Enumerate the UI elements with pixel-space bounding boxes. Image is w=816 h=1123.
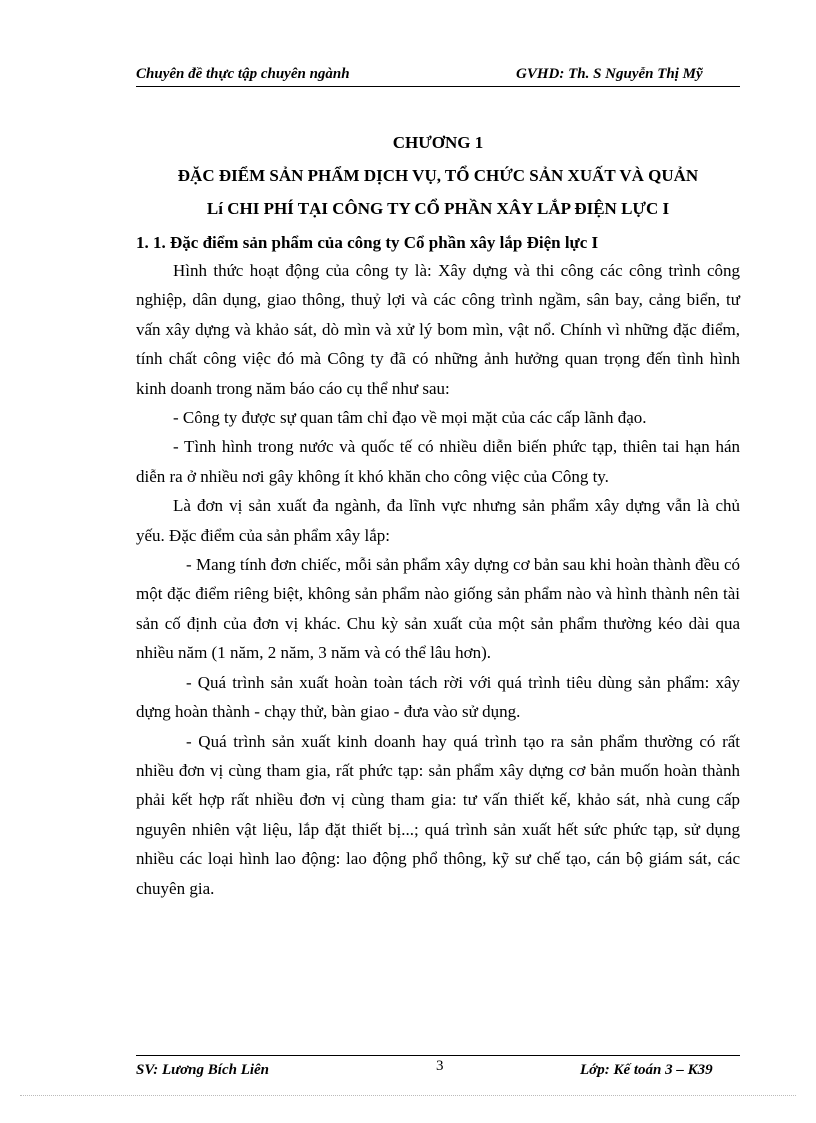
bullet-paragraph: - Quá trình sản xuất kinh doanh hay quá trình tạo ra sản phẩm thường có rất nhiều đơn vị cùng tham gia, rất phức tạp: sản phẩm xây dựng cơ bản muốn hoàn thành phải kết hợp rất nhiều đơn vị cùng tham gia: tư vấn thiết kế, khảo sát, nhà cung cấp nguyên nhiên vật liệu, lắp đặt thiết bị...; quá trình sản xuất hết sức phức tạp, sử dụng nhiều các loại hình lao động: lao động phổ thông, kỹ sư chế tạo, cán bộ giám sát, các chuyên gia. <box>136 731 740 898</box>
bullet-paragraph: - Quá trình sản xuất hoàn toàn tách rời với quá trình tiêu dùng sản phẩm: xây dựng hoàn thành - chạy thử, bàn giao - đưa vào sử dụng. <box>136 672 740 722</box>
page-bottom-divider <box>20 1095 796 1096</box>
bullet-paragraph: - Mang tính đơn chiếc, mỗi sản phẩm xây dựng cơ bản sau khi hoàn thành đều có một đặc điểm riêng biệt, không sản phẩm nào giống sản phẩm nào và hình thành nên tài sản cố định của đơn vị khác. Chu kỳ sản xuất của một sản phẩm thường kéo dài qua nhiều năm (1 năm, 2 năm, 3 năm và có thể lâu hơn). <box>136 555 740 663</box>
paragraph: Hình thức hoạt động của công ty là: Xây dựng và thi công các công trình công nghiệp, dân dụng, giao thông, thuỷ lợi và các công trình ngầm, sân bay, cảng biển, tư vấn xây dựng và khảo sát, dò mìn và xử lý bom mìn, vật nổ. Chính vì những đặc điểm, tính chất công việc đó mà Công ty đã có những ảnh hưởng quan trọng đến tình hình kinh doanh trong năm báo cáo cụ thể như sau: <box>136 261 740 398</box>
footer-class: Lớp: Kế toán 3 – K39 <box>580 1062 713 1078</box>
bullet-paragraph: - Công ty được sự quan tâm chỉ đạo về mọi mặt của các cấp lãnh đạo. <box>173 408 647 428</box>
bullet-paragraph: - Tình hình trong nước và quốc tế có nhiều diễn biến phức tạp, thiên tai hạn hán diễn ra ở nhiều nơi gây không ít khó khăn cho công việc của Công ty. <box>136 437 740 486</box>
footer-student: SV: Lương Bích Liên <box>136 1062 270 1078</box>
chapter-title-line-1: ĐẶC ĐIỂM SẢN PHẨM DỊCH VỤ, TỔ CHỨC SẢN XUẤT VÀ QUẢN <box>177 166 699 185</box>
paragraph: Là đơn vị sản xuất đa ngành, đa lĩnh vực nhưng sản phẩm xây dựng vẫn là chủ yếu. Đặc điểm của sản phẩm xây lắp: <box>136 496 740 545</box>
page-footer <box>136 1055 740 1082</box>
header-advisor: GVHD: Th. S Nguyễn Thị Mỹ <box>516 66 703 82</box>
header-course-title: Chuyên đề thực tập chuyên ngành <box>136 66 350 82</box>
page-number: 3 <box>436 1058 444 1074</box>
section-heading: 1. 1. Đặc điểm sản phẩm của công ty Cổ phần xây lắp Điện lực I <box>136 233 599 252</box>
chapter-label: CHƯƠNG 1 <box>392 133 484 152</box>
body-text <box>136 256 740 903</box>
page-header <box>136 64 740 87</box>
chapter-title-line-2: Lí CHI PHÍ TẠI CÔNG TY CỔ PHẦN XÂY LẮP ĐIỆN LỰC I <box>206 199 670 218</box>
